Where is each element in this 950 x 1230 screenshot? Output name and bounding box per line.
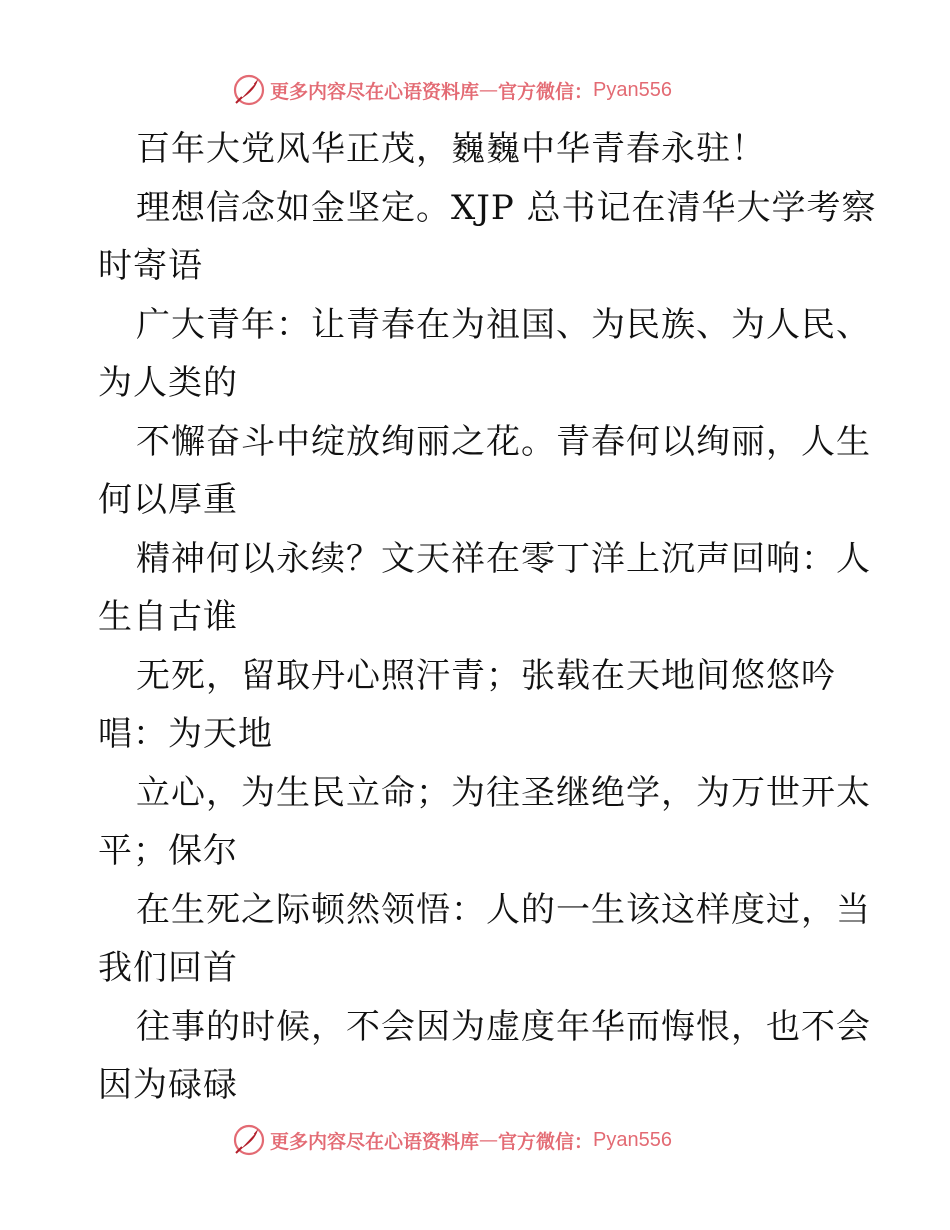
quill-pen-logo-icon: [232, 73, 266, 107]
text-line: 何以厚重: [98, 480, 238, 520]
header-watermark: [232, 70, 672, 110]
text-line: 在生死之际顿然领悟：人的一生该这样度过，当: [136, 889, 871, 930]
watermark-separator: —: [479, 1129, 499, 1151]
quill-pen-logo-icon: [232, 1123, 266, 1157]
watermark-label: 官方微信：: [498, 1130, 594, 1153]
text-line: 立心，为生民立命；为往圣继绝学，为万世开太: [136, 772, 871, 813]
watermark-label: 官方微信：: [498, 80, 594, 103]
text-line: 百年大党风华正茂，巍巍中华青春永驻！: [136, 129, 766, 169]
text-line: 为人类的: [98, 363, 238, 403]
text-line: 往事的时候，不会因为虚度年华而悔恨，也不会: [136, 1006, 871, 1047]
text-line: 时寄语: [98, 246, 203, 286]
text-line: 因为碌碌: [98, 1065, 238, 1105]
text-line: 理想信念如金坚定。XJP 总书记在清华大学考察: [136, 187, 877, 228]
text-line: 生自古谁: [98, 597, 238, 637]
watermark-wechat-id: Pyan556: [593, 78, 672, 101]
watermark-text: 更多内容尽在心语资料库: [270, 1130, 480, 1153]
text-line: 我们回首: [98, 948, 238, 988]
text-line: 唱：为天地: [98, 714, 273, 754]
footer-watermark: [232, 1120, 672, 1160]
watermark-separator: —: [479, 79, 499, 101]
watermark-text: 更多内容尽在心语资料库: [270, 80, 480, 103]
text-line: 不懈奋斗中绽放绚丽之花。青春何以绚丽，人生: [136, 421, 871, 462]
text-line: 平；保尔: [98, 831, 238, 871]
body-text: [98, 120, 877, 1115]
text-line: 广大青年：让青春在为祖国、为民族、为人民、: [136, 304, 871, 345]
text-line: 精神何以永续？文天祥在零丁洋上沉声回响：人: [136, 538, 871, 579]
text-line: 无死，留取丹心照汗青；张载在天地间悠悠吟: [136, 655, 836, 696]
watermark-wechat-id: Pyan556: [593, 1128, 672, 1151]
